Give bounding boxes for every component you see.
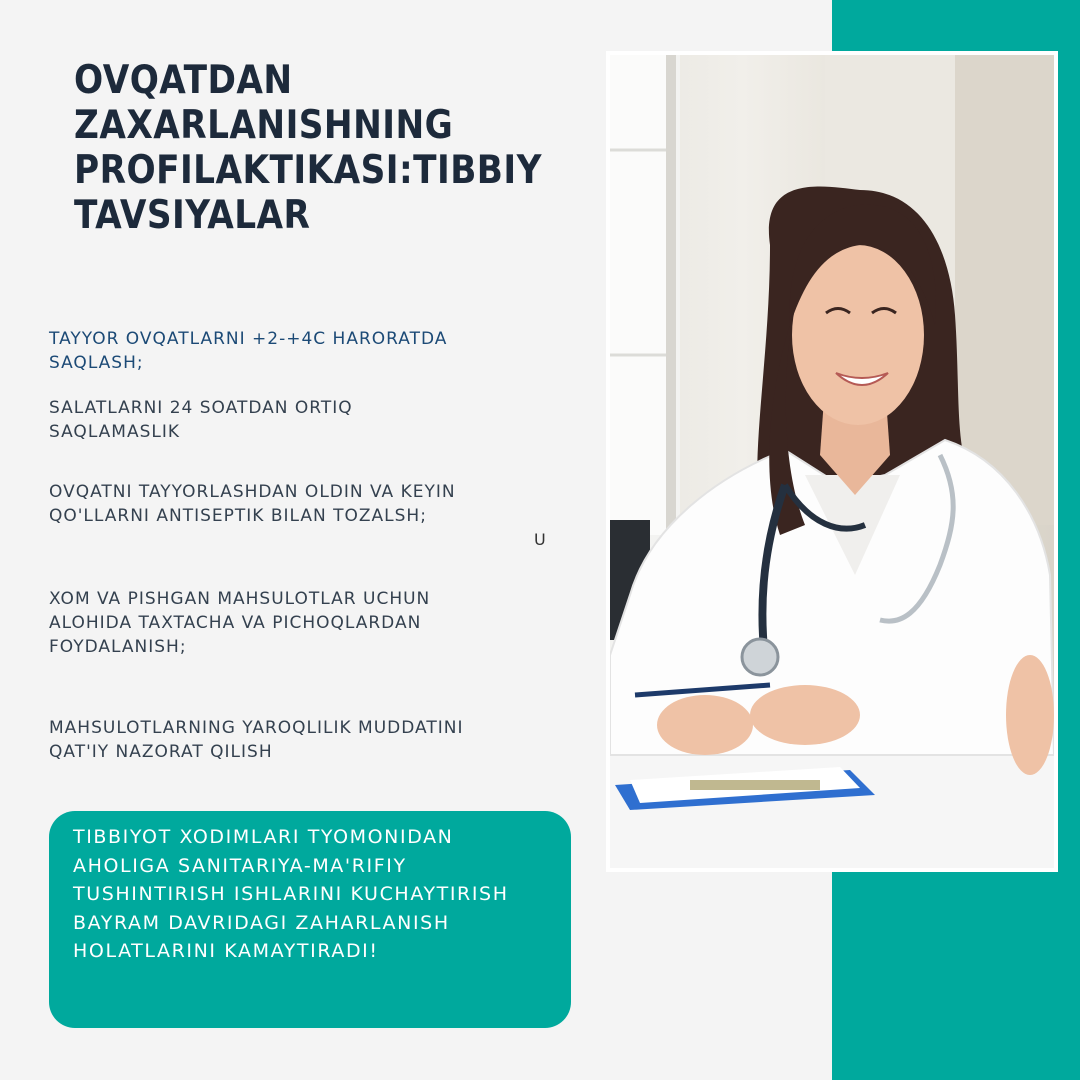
callout-box <box>49 811 571 1028</box>
tip-expiry-control: MAHSULOTLARNING YAROQLILIK MUDDATINI QAT'IY NAZORAT QILISH <box>49 718 464 762</box>
doctor-illustration <box>610 55 1054 868</box>
tip-hand-sanitizing: OVQATNI TAYYORLASHDAN OLDIN VA KEYIN QO'LLARNI ANTISEPTIK BILAN TOZALSH; <box>49 482 456 526</box>
callout-text: TIBBIYOT XODIMLARI TYOMONIDAN AHOLIGA SANITARIYA-MA'RIFIY TUSHINTIRISH ISHLARINI KUCHAYTIRISH BAYRAM DAVRIDAGI ZAHARLANISH HOLATLARINI KAMAYTIRADI! <box>73 826 509 962</box>
doctor-photo <box>610 55 1054 868</box>
stray-character: U <box>534 530 546 549</box>
tip-separate-boards: XOM VA PISHGAN MAHSULOTLAR UCHUN ALOHIDA TAXTACHA VA PICHOQLARDAN FOYDALANISH; <box>49 589 431 657</box>
doctor-photo-frame <box>606 51 1058 872</box>
tip-salad-storage: SALATLARNI 24 SOATDAN ORTIQ SAQLAMASLIK <box>49 398 353 442</box>
page-title: OVQATDAN ZAXARLANISHNING PROFILAKTIKASI:TIBBIY TAVSIYALAR <box>74 58 542 238</box>
tip-storage-temperature: TAYYOR OVQATLARNI +2-+4C HARORATDA SAQLASH; <box>49 329 448 373</box>
